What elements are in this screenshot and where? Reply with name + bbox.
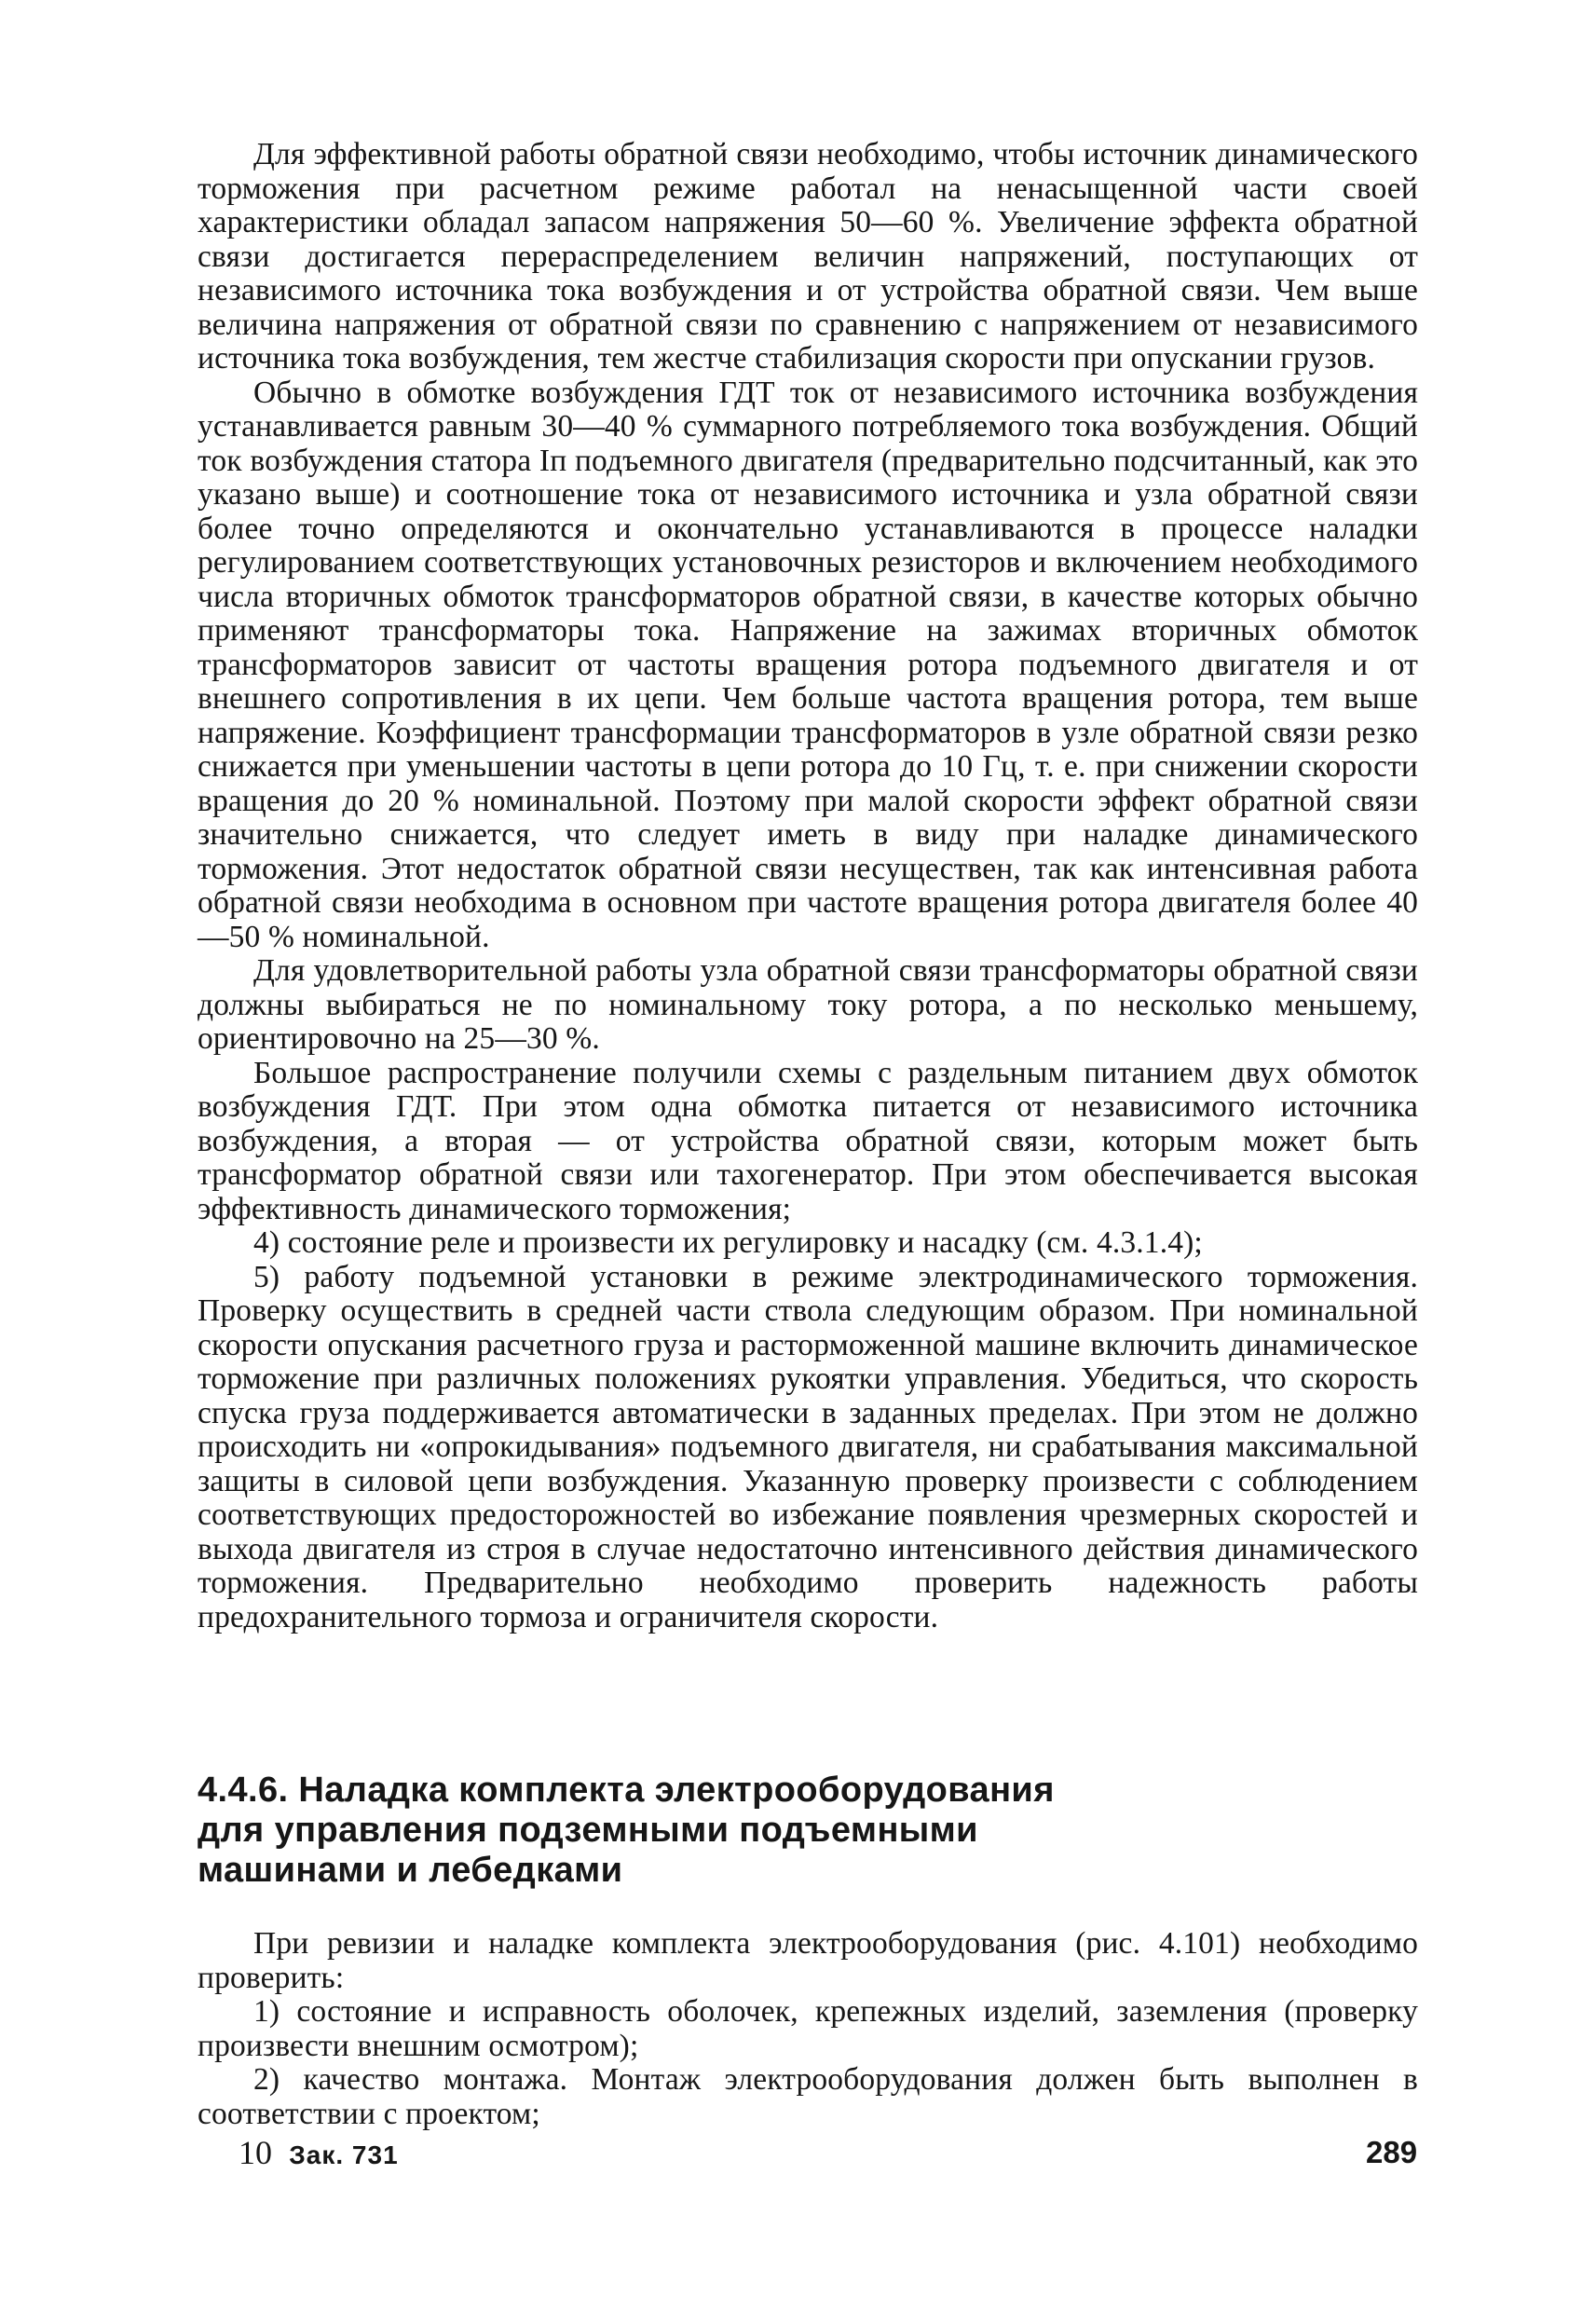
- footer-signature: [239, 2136, 399, 2172]
- signature-number: 10: [239, 2134, 272, 2171]
- heading-line-1: 4.4.6. Наладка комплекта электрооборудования: [198, 1771, 1055, 1810]
- paragraph-inspection-intro: При ревизии и наладке комплекта электрооборудования (рис. 4.101) необходимо проверить:: [198, 1926, 1418, 1995]
- body-text-top: [198, 138, 1418, 1634]
- body-text-bottom: [198, 1927, 1418, 2131]
- list-item-2: 2) качество монтажа. Монтаж электрооборудования должен быть выполнен в соответствии с проектом;: [198, 2062, 1418, 2131]
- paragraph-separate-supply: Большое распространение получили схемы с раздельным питанием двух обмоток возбуждения ГДТ. При этом одна обмотка питается от независимого источника возбуждения, а вторая — от устройства обратной связи, которым может быть трансформатор обратной связи или тахогенератор. При этом обеспечивается высокая эффективность динамического торможения;: [198, 1055, 1418, 1226]
- heading-line-2: для управления подземными подъемными: [198, 1811, 978, 1850]
- heading-line-3: машинами и лебедками: [198, 1851, 623, 1890]
- list-item-5: 5) работу подъемной установки в режиме электродинамического торможения. Проверку осуществить в средней части ствола следующим образом. При номинальной скорости опускания расчетного груза и расторможенной машине включить динамическое торможение при различных положениях рукоятки управления. Убедиться, что скорость спуска груза поддерживается автоматически в заданных пределах. При этом не должно происходить ни «опрокидывания» подъемного двигателя, ни срабатывания максимальной защиты в силовой цепи возбуждения. Указанную проверку произвести с соблюдением соответствующих предосторожностей во избежание появления чрезмерных скоростей и выхода двигателя из строя в случае недостаточно интенсивного действия динамического торможения. Предварительно необходимо проверить надежность работы предохранительного тормоза и ограничителя скорости.: [198, 1259, 1418, 1634]
- paragraph-feedback-efficiency: Для эффективной работы обратной связи необходимо, чтобы источник динамического торможения при расчетном режиме работал на ненасыщенной части своей характеристики обладал запасом напряжения 50—60 %. Увеличение эффекта обратной связи достигается перераспределением величин напряжений, поступающих от независимого источника тока возбуждения и от устройства обратной связи. Чем выше величина напряжения от обратной связи по сравнению с напряжением от независимого источника тока возбуждения, тем жестче стабилизация скорости при опускании грузов.: [198, 137, 1418, 376]
- page-number: 289: [1366, 2135, 1418, 2169]
- list-item-1: 1) состояние и исправность оболочек, крепежных изделий, заземления (проверку произвести внешним осмотром);: [198, 1994, 1418, 2063]
- paragraph-transformer-selection: Для удовлетворительной работы узла обратной связи трансформаторы обратной связи должны выбираться не по номинальному току ротора, а по несколько меньшему, ориентировочно на 25—30 %.: [198, 953, 1418, 1056]
- section-heading: [198, 1771, 1129, 1891]
- list-item-4: 4) состояние реле и произвести их регулировку и насадку (см. 4.3.1.4);: [253, 1225, 1203, 1260]
- order-number: Зак. 731: [289, 2140, 399, 2169]
- paragraph-excitation-current: Обычно в обмотке возбуждения ГДТ ток от независимого источника возбуждения устанавливается равным 30—40 % суммарного потребляемого тока возбуждения. Общий ток возбуждения статора Iп подъемного двигателя (предварительно подсчитанный, как это указано выше) и соотношение тока от независимого источника и узла обратной связи более точно определяются и окончательно устанавливаются в процессе наладки регулированием соответствующих установочных резисторов и включением необходимого числа вторичных обмоток трансформаторов обратной связи, в качестве которых обычно применяют трансформаторы тока. Напряжение на зажимах вторичных обмоток трансформаторов зависит от частоты вращения ротора подъемного двигателя и от внешнего сопротивления в их цепи. Чем больше частота вращения ротора, тем выше напряжение. Коэффициент трансформации трансформаторов в узле обратной связи резко снижается при уменьшении частоты в цепи ротора до 10 Гц, т. е. при снижении скорости вращения до 20 % номинальной. Поэтому при малой скорости эффект обратной связи значительно снижается, что следует иметь в виду при наладке динамического торможения. Этот недостаток обратной связи несуществен, так как интенсивная работа обратной связи необходима в основном при частоте вращения ротора двигателя более 40—50 % номинальной.: [198, 375, 1418, 954]
